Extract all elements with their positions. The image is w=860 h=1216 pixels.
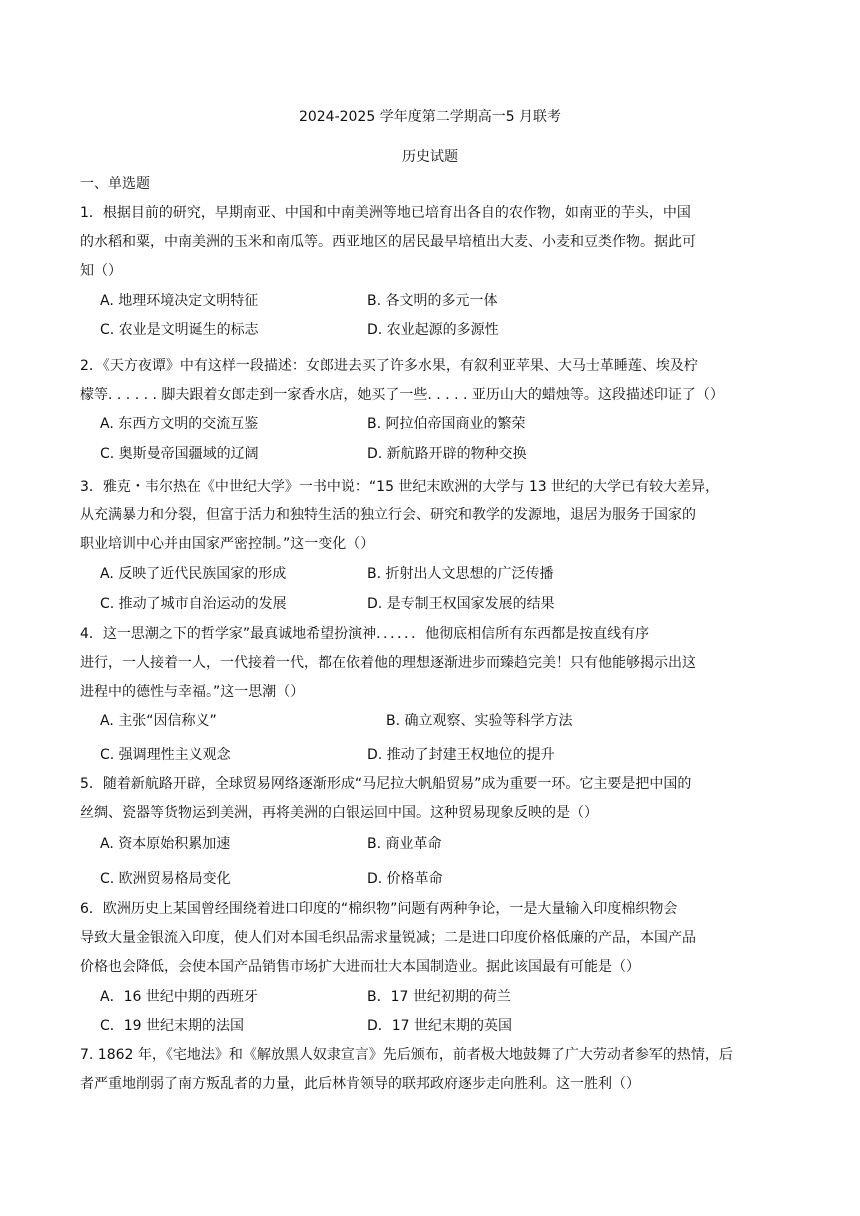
question-text-line: 2．《天方夜谭》中有这样一段描述：女郎进去买了许多水果，有叙利亚苹果、大马士革睡莲、埃及柠 (80, 358, 698, 374)
option-b: B. 确立观察、实验等科学方法 (386, 713, 573, 729)
question-text-line: 导致大量金银流入印度，使人们对本国毛织品需求量锐减；二是进口印度价格低廉的产品，本国产品 (80, 930, 696, 946)
option-b: B. 阿拉伯帝国商业的繁荣 (367, 416, 526, 432)
option-c: C. 推动了城市自治运动的发展 (100, 596, 287, 612)
option-b: B. 商业革命 (367, 836, 442, 852)
question-text-line: 丝绸、瓷器等货物运到美洲，再将美洲的白银运回中国。这种贸易现象反映的是（） (80, 805, 598, 821)
option-d: D. 价格革命 (367, 871, 443, 887)
question-text-line: 者严重地削弱了南方叛乱者的力量，此后林肯领导的联邦政府逐步走向胜利。这一胜利（） (80, 1076, 640, 1092)
question-text-line: 进程中的德性与幸福。”这一思潮（） (80, 684, 305, 700)
option-a: A. 反映了近代民族国家的形成 (100, 566, 287, 582)
option-d: D. 推动了封建王权地位的提升 (367, 747, 555, 763)
question-text-line: 6．欧洲历史上某国曾经围绕着进口印度的“棉织物”问题有两种争论，一是大量输入印度棉织物会 (80, 901, 678, 917)
option-a: A. 东西方文明的交流互鉴 (100, 416, 259, 432)
option-c: C. 欧洲贸易格局变化 (100, 871, 231, 887)
option-c: C. 强调理性主义观念 (100, 747, 231, 763)
question-text-line: 知（） (80, 263, 122, 279)
option-c: C．19 世纪末期的法国 (100, 1018, 245, 1034)
question-text-line: 4．这一思潮之下的哲学家”最真诚地希望扮演神．．．．．．他彻底相信所有东西都是按直线有序 (80, 626, 650, 642)
question-text-line: 3．雅克・韦尔热在《中世纪大学》一书中说：“15 世纪末欧洲的大学与 13 世纪的大学已有较大差异， (80, 479, 720, 495)
option-d: D. 是专制王权国家发展的结果 (367, 596, 555, 612)
question-text-line: 职业培训中心并由国家严密控制。”这一变化（） (80, 536, 375, 552)
option-b: B. 各文明的多元一体 (367, 293, 498, 309)
exam-subtitle: 历史试题 (402, 149, 458, 165)
option-a: A. 主张“因信称义” (100, 713, 217, 729)
option-a: A．16 世纪中期的西班牙 (100, 989, 258, 1005)
question-text-line: 檬等. . . . . . 脚夫跟着女郎走到一家香水店，她买了一些. . . . . 亚历山大的蜡烛等。这段描述印证了（） (80, 387, 724, 403)
exam-title: 2024-2025 学年度第二学期高一5 月联考 (298, 109, 562, 125)
option-c: C. 奥斯曼帝国疆域的辽阔 (100, 446, 259, 462)
option-d: D. 农业起源的多源性 (367, 322, 499, 338)
question-text-line: 的水稻和粟，中南美洲的玉米和南瓜等。西亚地区的居民最早培植出大麦、小麦和豆类作物。据此可 (80, 234, 696, 250)
question-text-line: 从充满暴力和分裂，但富于活力和独特生活的独立行会、研究和教学的发源地，退居为服务于国家的 (80, 507, 696, 523)
option-c: C. 农业是文明诞生的标志 (100, 322, 259, 338)
option-d: D．17 世纪末期的英国 (367, 1018, 513, 1034)
option-d: D. 新航路开辟的物种交换 (367, 446, 527, 462)
section-heading: 一、单选题 (80, 176, 150, 192)
option-b: B. 折射出人文思想的广泛传播 (367, 566, 554, 582)
question-text-line: 7. 1862 年，《宅地法》和《解放黑人奴隶宣言》先后颁布，前者极大地鼓舞了广大劳动者参军的热情，后 (80, 1047, 733, 1063)
question-text-line: 1．根据目前的研究，早期南亚、中国和中南美洲等地已培育出各自的农作物，如南亚的芋头，中国 (80, 205, 691, 221)
question-text-line: 5．随着新航路开辟，全球贸易网络逐渐形成“马尼拉大帆船贸易”成为重要一环。它主要是把中国的 (80, 776, 692, 792)
option-b: B．17 世纪初期的荷兰 (367, 989, 511, 1005)
option-a: A. 地理环境决定文明特征 (100, 293, 259, 309)
question-text-line: 价格也会降低，会使本国产品销售市场扩大进而壮大本国制造业。据此该国最有可能是（） (80, 959, 640, 975)
option-a: A. 资本原始积累加速 (100, 836, 231, 852)
question-text-line: 进行，一人接着一人，一代接着一代，都在依着他的理想逐渐进步而臻趋完美！只有他能够揭示出这 (80, 655, 696, 671)
